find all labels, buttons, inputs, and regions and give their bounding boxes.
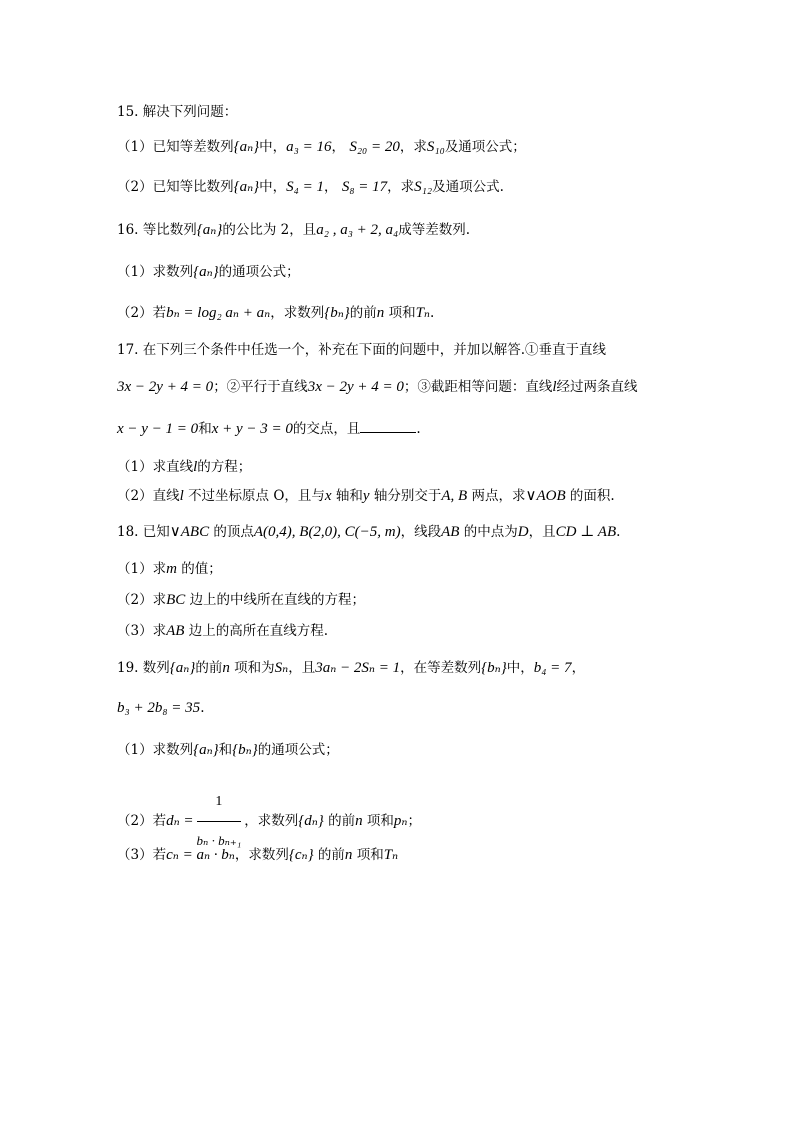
text: 轴分别交于 <box>373 488 442 504</box>
text: 的面积. <box>569 488 615 504</box>
q19-part1 <box>117 740 339 760</box>
math-expression: S₈ = 17 <box>341 179 388 195</box>
math-variable: l <box>193 459 198 475</box>
text: 的前 <box>195 660 223 676</box>
text: 的前 <box>328 813 356 829</box>
q17-line1: 17. 在下列三个条件中任选一个，补充在下面的问题中，并加以解答.①垂直于直线 <box>117 342 607 358</box>
math-expression: dₙ = <box>166 813 194 829</box>
text: 的方程； <box>197 459 252 475</box>
text: 项和为 <box>234 660 275 676</box>
text: 中， <box>506 660 534 676</box>
math-variable: Sₙ <box>274 660 289 676</box>
math-expression: b₃ + 2b₈ = 35 <box>117 700 201 716</box>
q19-line2 <box>117 698 204 718</box>
text: （2）求 <box>117 592 167 608</box>
q19-part3 <box>117 845 398 865</box>
math-variable: n <box>355 813 363 829</box>
text: ； <box>407 813 421 829</box>
text: ，且 <box>288 660 316 676</box>
q18-part2 <box>117 590 365 610</box>
text: 不过坐标原点 O，且与 <box>188 488 325 504</box>
text: ， <box>331 139 346 155</box>
q15-part1 <box>117 137 526 157</box>
math-expression: x + y − 3 = 0 <box>211 421 293 437</box>
q16-stem <box>117 220 470 240</box>
q17-part1 <box>117 457 251 477</box>
text: ，且 <box>528 524 556 540</box>
text: 项和 <box>388 305 416 321</box>
math-expression: 3x − 2y + 4 = 0 <box>307 379 404 395</box>
fill-blank <box>360 418 416 433</box>
text: ；②平行于直线 <box>213 379 308 395</box>
q18-stem <box>117 522 620 542</box>
q15-title: 15. 解决下列问题： <box>117 104 238 120</box>
math-expression: S₁₂ <box>414 179 433 195</box>
text: 边上的中线所在直线的方程； <box>189 592 366 608</box>
text: （1）求数列 <box>117 742 194 758</box>
text: （2）直线 <box>117 488 180 504</box>
math-segment: AB <box>441 524 460 540</box>
text: ；③截距相等问题：直线 <box>403 379 553 395</box>
text: （2）已知等比数列 <box>117 179 234 195</box>
text: （2）若 <box>117 813 167 829</box>
math-variable: Tₙ <box>415 305 431 321</box>
math-expression: bₙ = log₂ aₙ + aₙ <box>166 305 271 321</box>
text: ，求 <box>399 139 427 155</box>
text: 经过两条直线 <box>556 379 638 395</box>
math-triangle: ∨ABC <box>169 524 210 540</box>
math-variable: x <box>324 488 332 504</box>
math-expression: S₁₀ <box>426 139 445 155</box>
text: 及通项公式； <box>444 139 526 155</box>
text: 的中点为 <box>463 524 518 540</box>
q17-line3 <box>117 418 421 439</box>
text: （1）已知等差数列 <box>117 139 234 155</box>
math-variable: n <box>344 847 353 863</box>
text: 项和 <box>366 813 394 829</box>
text: （1）求直线 <box>117 459 194 475</box>
math-sequence: {bₙ} <box>324 305 350 321</box>
math-variable: D <box>517 524 529 540</box>
q16-part2 <box>117 303 434 323</box>
text: ， <box>571 660 586 676</box>
math-sequence: {aₙ} <box>169 660 196 676</box>
math-points: A(0,4), B(2,0), C(−5, m) <box>253 524 401 540</box>
math-sequence: {bₙ} <box>232 742 258 758</box>
math-variable: m <box>166 561 177 577</box>
text: 的公比为 2，且 <box>222 222 317 238</box>
text: （3）求 <box>117 623 167 639</box>
text: 轴和 <box>335 488 363 504</box>
text: 18. 已知 <box>117 524 170 540</box>
text: ，求数列 <box>244 813 299 829</box>
math-triangle: ∨AOB <box>525 488 566 504</box>
text: 项和 <box>356 847 384 863</box>
text: 16. 等比数列 <box>117 222 197 238</box>
text: ，线段 <box>400 524 442 540</box>
text: （3）若 <box>117 847 167 863</box>
math-points: A, B <box>441 488 468 504</box>
math-expression: a₃ = 16 <box>286 139 332 155</box>
text: 和 <box>198 421 212 437</box>
math-segment: BC <box>166 592 186 608</box>
q16-part1 <box>117 262 300 282</box>
text: （1）求 <box>117 561 167 577</box>
text: 中， <box>259 179 287 195</box>
math-expression: CD ⊥ AB <box>555 524 617 540</box>
text: 的顶点 <box>213 524 254 540</box>
math-sequence: {aₙ} <box>233 179 260 195</box>
fraction-numerator: 1 <box>197 784 242 822</box>
fraction-denominator: bₙ · bₙ₊₁ <box>196 833 242 848</box>
math-expression: 3x − 2y + 4 = 0 <box>117 379 214 395</box>
math-expression: x − y − 1 = 0 <box>117 421 199 437</box>
text: 和 <box>218 742 233 758</box>
math-sequence: {aₙ} <box>233 139 260 155</box>
text: 19. 数列 <box>117 660 170 676</box>
math-expression: S₂₀ = 20 <box>349 139 400 155</box>
text: . <box>616 524 621 540</box>
text: （1）求数列 <box>117 264 194 280</box>
math-variable: pₙ <box>393 813 408 829</box>
math-variable: Tₙ <box>383 847 399 863</box>
math-sequence: {cₙ} <box>288 847 314 863</box>
text: . <box>430 305 435 321</box>
math-segment: AB <box>166 623 185 639</box>
math-sequence: {aₙ} <box>193 742 219 758</box>
text: 的交点，且 <box>292 421 361 437</box>
text: 边上的高所在直线方程. <box>188 623 329 639</box>
q15-part2 <box>117 177 504 197</box>
text: 的前 <box>349 305 377 321</box>
text: ，在等差数列 <box>400 660 482 676</box>
q18-part1 <box>117 559 222 579</box>
text: 的前 <box>317 847 345 863</box>
math-variable: l <box>552 379 557 395</box>
math-sequence: {dₙ} <box>298 813 324 829</box>
text: 的通项公式； <box>218 264 300 280</box>
math-expression: 3aₙ − 2Sₙ = 1 <box>315 660 401 676</box>
text: . <box>200 700 205 716</box>
math-expression: cₙ = aₙ · bₙ <box>166 847 235 863</box>
math-sequence: {aₙ} <box>193 264 219 280</box>
q17-line2 <box>117 377 638 397</box>
math-variable: l <box>179 488 184 504</box>
text: . <box>416 421 421 437</box>
q17-part2 <box>117 486 615 506</box>
text: ，求数列 <box>270 305 325 321</box>
math-variable: n <box>376 305 385 321</box>
math-sequence: {bₙ} <box>481 660 507 676</box>
q18-part3 <box>117 621 328 641</box>
text: 的值； <box>181 561 222 577</box>
text: 及通项公式. <box>432 179 504 195</box>
text: 成等差数列. <box>398 222 471 238</box>
text: 两点，求 <box>471 488 526 504</box>
text: 中， <box>259 139 287 155</box>
text: ，求数列 <box>234 847 289 863</box>
text: ， <box>324 179 338 195</box>
math-variable: y <box>362 488 370 504</box>
math-expression: a₂ , a₃ + 2, a₄ <box>316 222 399 238</box>
text: （2）若 <box>117 305 167 321</box>
math-sequence: {aₙ} <box>196 222 223 238</box>
q19-stem <box>117 658 585 678</box>
math-expression: b₄ = 7 <box>533 660 572 676</box>
text: 的通项公式； <box>257 742 339 758</box>
math-expression: S₄ = 1 <box>286 179 325 195</box>
math-variable: n <box>222 660 230 676</box>
text: ，求 <box>387 179 415 195</box>
